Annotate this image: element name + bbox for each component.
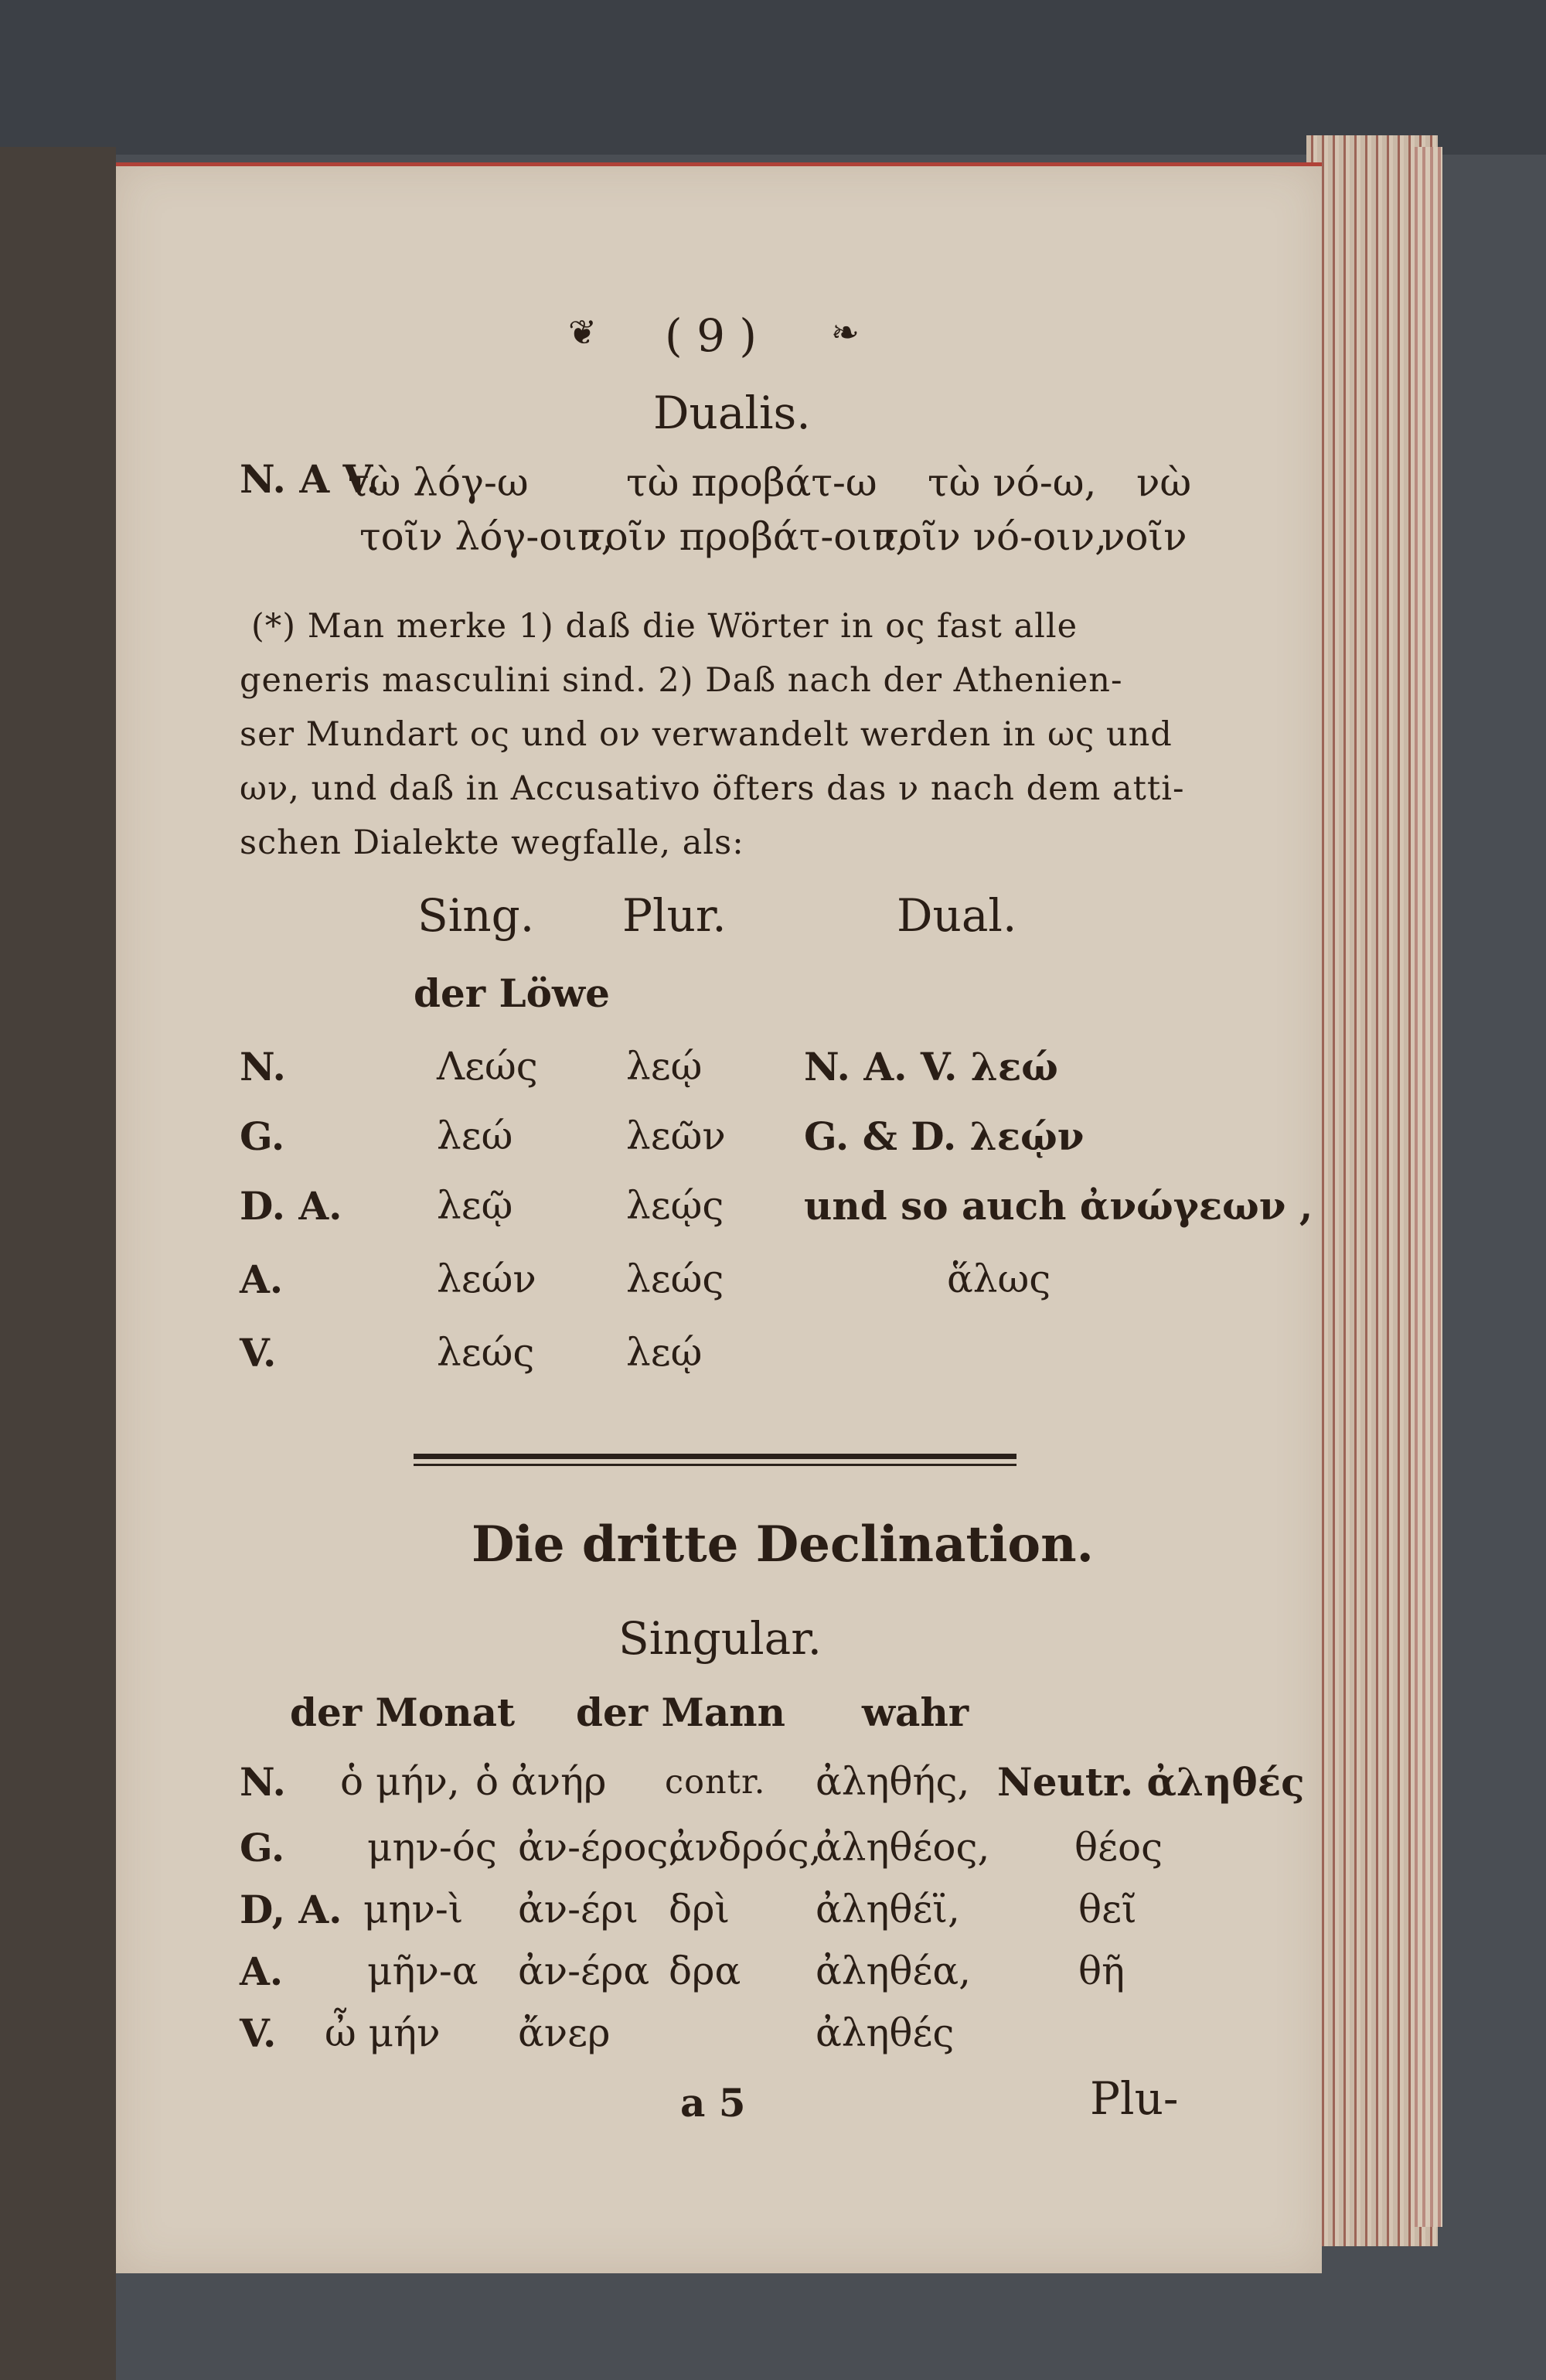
third-case-v: V.	[240, 2010, 277, 2056]
attic-case-v: V.	[240, 1330, 277, 1376]
attic-dual-g: G. & D. λεῴν	[804, 1113, 1085, 1159]
signature-mark: a 5	[680, 2080, 746, 2126]
dualis-row2-col2: τοῖν προβάτ-οιν,	[584, 514, 908, 559]
attic-sing-g: λεώ	[437, 1113, 513, 1158]
attic-plur-da: λεῴς	[626, 1183, 724, 1228]
third-a-neutr: θῆ	[1078, 1949, 1125, 1993]
third-v-wahr: ἀληθές	[816, 2010, 955, 2055]
top-red-edge	[116, 162, 1322, 166]
note-line-3: ser Mundart ος und ον verwandelt werden in ως und	[240, 715, 1173, 754]
third-header-monat: der Monat	[290, 1690, 516, 1735]
attic-dual-n: N. A. V. λεώ	[804, 1044, 1058, 1089]
third-singular-subtitle: Singular.	[618, 1612, 822, 1665]
third-g-neutr: θέος	[1074, 1825, 1163, 1870]
third-da-mann: ἀν-έρι	[518, 1887, 638, 1932]
third-a-wahr: ἀληθέα,	[816, 1949, 972, 1993]
dualis-row1-label: N. A V.	[240, 456, 380, 502]
third-header-wahr: wahr	[862, 1690, 969, 1735]
col-header-sing: Sing.	[417, 889, 535, 942]
attic-sing-a: λεών	[437, 1256, 536, 1301]
third-da-wahr: ἀληθέϊ,	[816, 1887, 960, 1932]
third-case-n: N.	[240, 1759, 286, 1805]
section-rule	[414, 1454, 1016, 1459]
section-rule-thin	[414, 1464, 1016, 1466]
page-number: ( 9 )	[665, 309, 758, 362]
page-edges-red	[1415, 147, 1442, 2227]
attic-plur-v: λεῴ	[626, 1330, 703, 1375]
subheader-der-loewe: der Löwe	[414, 970, 610, 1016]
col-header-dual: Dual.	[897, 889, 1017, 942]
attic-plur-n: λεῴ	[626, 1044, 703, 1089]
dualis-row1-col3: τὼ νό-ω,	[928, 460, 1097, 505]
third-da-contr: δρὶ	[669, 1887, 730, 1932]
third-da-monat: μην-ὶ	[363, 1887, 464, 1932]
col-header-plur: Plur.	[622, 889, 727, 942]
dualis-row1-col4: νὼ	[1136, 460, 1192, 505]
attic-plur-a: λεώς	[626, 1256, 724, 1301]
attic-dual-da: und so auch ἀνώγεων ,	[804, 1183, 1313, 1229]
third-case-a: A.	[240, 1949, 284, 1994]
attic-dual-a: ἅλως	[947, 1256, 1051, 1301]
third-header-mann: der Mann	[576, 1690, 785, 1735]
third-n-wahr: ἀληθής,	[816, 1759, 970, 1804]
third-declination-title: Die dritte Declination.	[472, 1516, 1094, 1574]
note-line-4: ων, und daß in Accusativo öfters das ν nach dem atti-	[240, 769, 1185, 808]
attic-sing-v: λεώς	[437, 1330, 535, 1375]
third-n-monat: ὁ μήν,	[340, 1759, 460, 1804]
attic-sing-da: λεῷ	[437, 1183, 513, 1228]
catchword: Plu-	[1090, 2072, 1179, 2125]
third-a-monat: μῆν-α	[367, 1949, 478, 1993]
attic-case-n: N.	[240, 1044, 286, 1089]
attic-case-da: D. A.	[240, 1183, 342, 1229]
dualis-row2-col4: νοῖν	[1102, 514, 1187, 559]
third-case-da: D, A.	[240, 1887, 342, 1932]
third-case-g: G.	[240, 1825, 285, 1870]
third-a-mann: ἀν-έρα	[518, 1949, 650, 1993]
third-da-neutr: θεῖ	[1078, 1887, 1137, 1932]
dualis-title: Dualis.	[653, 387, 811, 439]
background-top	[0, 0, 1546, 155]
note-line-5: schen Dialekte wegfalle, als:	[240, 823, 744, 862]
third-v-mann: ἄνερ	[518, 2010, 611, 2055]
dualis-row1-col2: τὼ προβάτ-ω	[626, 460, 877, 505]
note-line-2: generis masculini sind. 2) Daß nach der Athenien-	[240, 661, 1123, 700]
third-v-monat: ὦ μήν	[325, 2010, 441, 2055]
dualis-row2-col3: τοῖν νό-οιν,	[877, 514, 1108, 559]
third-g-mann: ἀν-έρος,	[518, 1825, 681, 1870]
attic-case-g: G.	[240, 1113, 285, 1159]
third-n-neutr: Neutr. ἀληθές	[997, 1759, 1305, 1805]
third-g-monat: μην-ός	[367, 1825, 497, 1870]
attic-plur-g: λεῶν	[626, 1113, 726, 1158]
dualis-row1-col1: τὼ λόγ-ω	[348, 460, 529, 505]
third-g-wahr: ἀληθέος,	[816, 1825, 990, 1870]
dualis-row2-col1: τοῖν λόγ-οιν,	[359, 514, 614, 559]
third-n-contr: contr.	[665, 1763, 766, 1802]
attic-case-a: A.	[240, 1256, 284, 1302]
attic-sing-n: Λεώς	[437, 1044, 538, 1089]
book-spine	[0, 147, 116, 2380]
third-n-mann: ὁ ἀνήρ	[475, 1759, 607, 1804]
ornament-left: ❦	[568, 313, 597, 353]
third-g-contr: ἀνδρός,	[669, 1825, 822, 1870]
ornament-right: ❧	[831, 313, 860, 353]
note-line-1: (*) Man merke 1) daß die Wörter in ος fast alle	[251, 607, 1078, 646]
third-a-contr: δρα	[669, 1949, 741, 1993]
